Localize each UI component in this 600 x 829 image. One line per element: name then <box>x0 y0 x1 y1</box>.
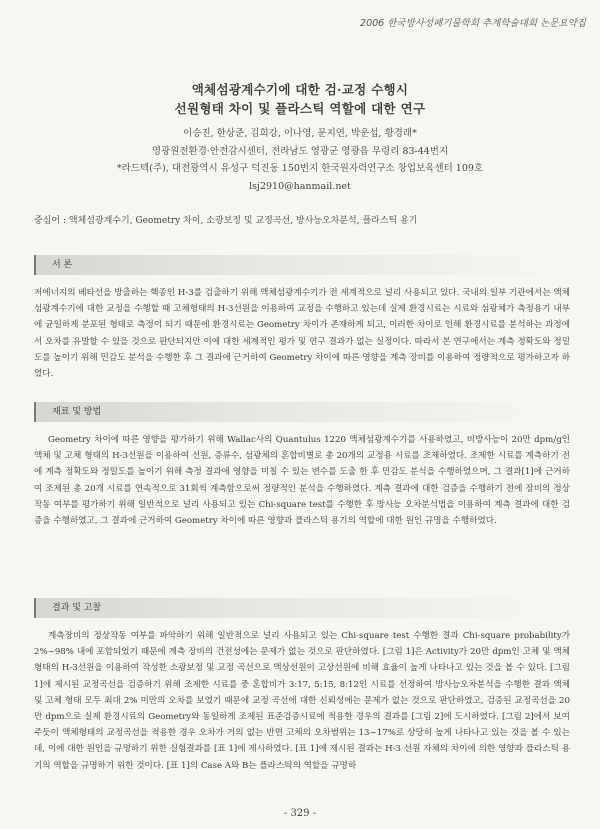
title-line-2: 선원형태 차이 및 플라스틱 역할에 대한 연구 <box>174 101 426 116</box>
affiliation-2: *라드텍(주), 대전광역시 유성구 덕진동 150번지 한국원자력연구소 창업보육센터 109호 <box>116 163 484 174</box>
author-names: 이승진, 한상준, 김희강, 이나영, 문지연, 박운섭, 황경래* <box>183 128 417 139</box>
affiliation-1: 영광원전환경·안전감시센터, 전라남도 영광군 영광읍 무령리 83-44번지 <box>151 145 449 157</box>
paragraph: Geometry 차이에 따른 영향을 평가하기 위해 Wallac사의 Quantulus 1220 액체섬광계수기를 사용하였고, 비방사능이 20만 dpm/g인 액체 및 고체 형태의 H-3선원을 이용하여 선원, 증류수, 섬광체의 혼합비별로 총 20개의 교정용 시료를 조제하였다. 조제한 시료를 계측하기 전에 계측 정확도와 정밀도를 높이기 위해 측정 결과에 영향을 미칠 수 있는 변수를 도출 한 후 민감도 분석을 수행하였으며, 그 결과[1]에 근거하여 조제된 총 20개 시료를 연속적으로 31회씩 계측함으로써 정량적인 분석을 수행하였다. 계측 결과에 대한 검증을 수행하기 전에 장비의 정상작동 여부를 평가하기 위해 일반적으로 널리 사용되고 있는 Chi-square test를 수행한 후 방사능 오차분석법을 이용하여 계측 결과에 대한 검증을 수행하였고, 그 결과에 근거하여 Geometry 차이에 따른 영향과 플라스틱 용기의 역할에 대한 원인 규명을 수행하였다. <box>34 435 570 527</box>
section-body-results <box>34 628 570 774</box>
section-methods <box>34 402 570 529</box>
author-email: lsj2910@hanmail.net <box>249 180 351 192</box>
keywords: 중심어 : 액체섬광계수기, Geometry 차이, 소광보정 및 교정곡선, 방사능오차분석, 플라스틱 용기 <box>34 216 418 226</box>
paper-title <box>0 80 600 118</box>
section-heading-introduction: 서 론 <box>34 255 570 275</box>
title-line-1: 액체섬광계수기에 대한 검·교정 수행시 <box>191 82 409 97</box>
section-introduction <box>34 255 570 382</box>
author-block <box>0 125 600 195</box>
section-results <box>34 598 570 774</box>
running-header: 2006 한국방사성폐기물학회 추계학술대회 논문요약집 <box>360 18 586 29</box>
section-heading-methods: 재료 및 방법 <box>34 402 570 422</box>
section-heading-results: 결과 및 고찰 <box>34 598 570 618</box>
paragraph: 저에너지의 베타선을 방출하는 핵종인 H-3를 검출하기 위해 액체섬광계수기가 전 세계적으로 널리 사용되고 있다. 국내의 일부 기관에서는 액체섬광계수기에 대한 교정을 수행할 때 고체형태의 H-3선원을 이용하여 교정을 수행하고 있는데 실제 환경시료는 시료와 섬광체가 측정용기 내부에 균일하게 분포된 형태로 측정이 되기 때문에 환경시료는 Geometry 차이가 존재하게 되고, 이러한 차이로 인해 환경시료를 분석하는 과정에서 오차를 유발할 수 있을 것으로 판단되지만 이에 대한 세계적인 평가 및 연구 결과가 없는 실정이다. 따라서 본 연구에서는 계측 정확도와 정밀도를 높이기 위해 민감도 분석을 수행한 후 그 결과에 근거하여 Geometry 차이에 따른 영향을 계측 장비를 이용하여 정량적으로 평가하고자 하였다. <box>34 288 570 380</box>
paragraph: 계측장비의 정상작동 여부를 파악하기 위해 일반적으로 널리 사용되고 있는 Chi-square test 수행한 결과 Chi-square probability가 2%~98% 내에 포함되었기 때문에 계측 장비의 건전성에는 문제가 없는 것으로 판단하였다. [그림 1]은 Activity가 20만 dpm인 고체 및 액체 형태의 H-3선원을 이용하여 작성한 소광보정 및 교정 곡선으로 액상선원이 고상선원에 비해 효율이 높게 나타나고 있는 것을 볼 수 있다. [그림 1]에 제시된 교정곡선을 검증하기 위해 조제한 시료를 중 혼합비가 3:17, 5:15, 8:12인 시료를 선정하여 방사능오차분석을 수행한 결과 액체 및 고체 형태 모두 최대 2% 미만의 오차를 보였기 때문에 교정 곡선에 대한 신뢰성에는 문제가 없는 것으로 판단하였고, 검증된 교정곡선을 20만 dpm으로 실제 환경시료의 Geometry와 동일하게 조제된 표준검증시료에 적용한 경우의 결과를 [그림 2]에 도시하였다. [그림 2]에서 보여 주듯이 액체형태의 교정곡선을 적용한 경우 오차가 거의 없는 반면 고체의 오차범위는 13~17%로 상당히 높게 나타나고 있는 것을 볼 수 있는데, 이에 대한 원인을 규명하기 위한 실험결과를 [표 1]에 제시하였다. [표 1]에 제시된 결과는 H-3 선원 자체의 차이에 의한 영향과 플라스틱 용기의 역할을 규명하기 위한 것이다. [표 1]의 Case A와 B는 플라스틱의 역할을 규명하 <box>34 631 570 771</box>
section-body-methods <box>34 432 570 529</box>
page-number: - 329 - <box>283 808 317 819</box>
section-body-introduction <box>34 285 570 382</box>
